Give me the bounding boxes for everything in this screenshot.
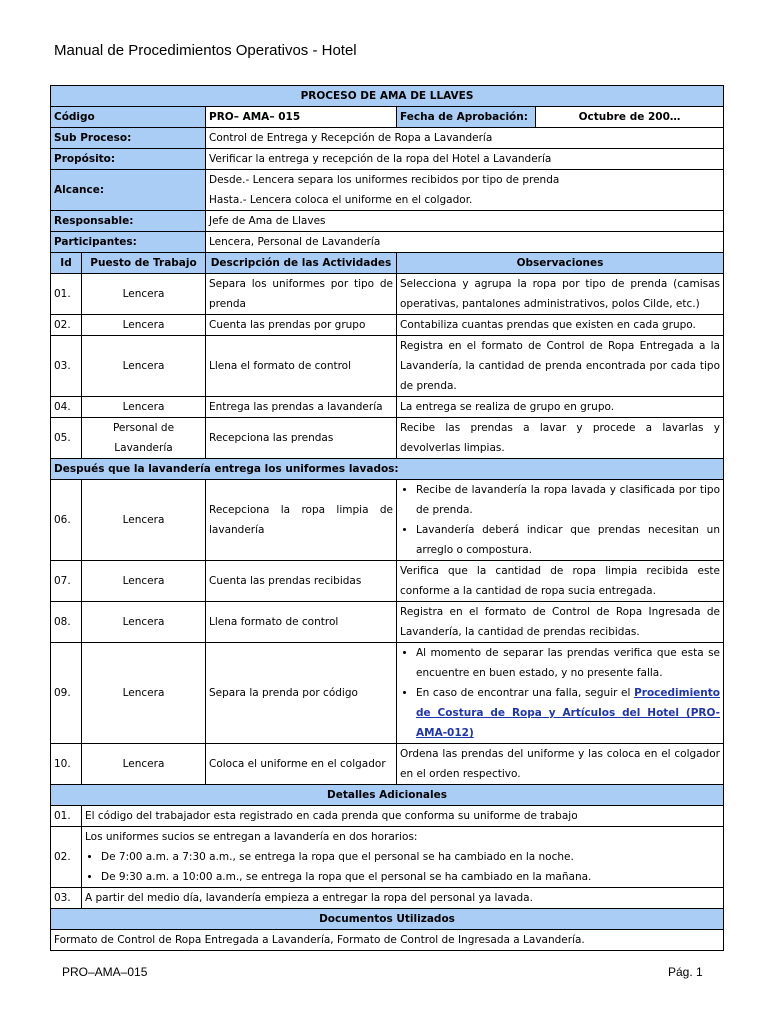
footer-code: PRO–AMA–015	[62, 965, 148, 979]
observation-bullet: • Recibe de lavandería la ropa lavada y clasificada por tipo de prenda.	[416, 480, 720, 520]
alcance-value	[206, 170, 724, 211]
observation-bullets	[400, 480, 720, 560]
table-row	[51, 561, 724, 602]
documents-row	[51, 930, 724, 951]
detail-row	[51, 806, 724, 827]
detail-text: El código del trabajador esta registrado en cada prenda que conforma su uniforme de trabajo	[82, 806, 724, 827]
row-descripcion: Cuenta las prendas recibidas	[206, 561, 397, 602]
observation-text: En caso de encontrar una falla, seguir el	[416, 687, 635, 699]
row-observacion: Registra en el formato de Control de Ropa Entregada a la Lavandería, la cantidad de prenda encontrada por cada tipo de prenda.	[397, 336, 724, 397]
row-descripcion: Cuenta las prendas por grupo	[206, 315, 397, 336]
row-descripcion: Entrega las prendas a lavandería	[206, 397, 397, 418]
responsable-row	[51, 211, 724, 232]
row-puesto: Lencera	[82, 274, 206, 315]
row-observacion: Recibe las prendas a lavar y procede a lavarlas y devolverlas limpias.	[397, 418, 724, 459]
proposito-row	[51, 149, 724, 170]
row-observacion: Ordena las prendas del uniforme y las coloca en el colgador en el orden respectivo.	[397, 744, 724, 785]
row-descripcion: Coloca el uniforme en el colgador	[206, 744, 397, 785]
codigo-label: Código	[51, 107, 206, 128]
procedure-table	[50, 85, 724, 951]
responsable-value: Jefe de Ama de Llaves	[206, 211, 724, 232]
alcance-row	[51, 170, 724, 211]
row-observacion: Verifica que la cantidad de ropa limpia recibida este conforme a la cantidad de ropa sucia entregada.	[397, 561, 724, 602]
details-heading-row	[51, 785, 724, 806]
subproceso-row	[51, 128, 724, 149]
proposito-label: Propósito:	[51, 149, 206, 170]
row-descripcion: Recepciona las prendas	[206, 418, 397, 459]
procedure-link[interactable]: Procedimiento de Costura de Ropa y Artículos del Hotel (PRO-AMA-012)	[416, 687, 720, 739]
row-observacion: Selecciona y agrupa la ropa por tipo de prenda (camisas operativas, pantalones administrativos, polos Cilde, etc.)	[397, 274, 724, 315]
participantes-label: Participantes:	[51, 232, 206, 253]
codigo-row	[51, 107, 724, 128]
row-observacion	[397, 480, 724, 561]
table-row	[51, 643, 724, 744]
col-descripcion: Descripción de las Actividades	[206, 253, 397, 274]
section-title-row	[51, 86, 724, 107]
detail-text: A partir del medio día, lavandería empieza a entregar la ropa del personal ya lavada.	[82, 888, 724, 909]
column-header-row	[51, 253, 724, 274]
codigo-value: PRO– AMA– 015	[206, 107, 397, 128]
detail-id: 03.	[51, 888, 82, 909]
table-row	[51, 480, 724, 561]
row-descripcion: Recepciona la ropa limpia de lavandería	[206, 480, 397, 561]
footer-page: Pág. 1	[668, 965, 703, 979]
row-puesto: Lencera	[82, 744, 206, 785]
detail-id: 01.	[51, 806, 82, 827]
row-id: 03.	[51, 336, 82, 397]
detail-intro: Los uniformes sucios se entregan a lavandería en dos horarios:	[85, 831, 418, 843]
section-title: PROCESO DE AMA DE LLAVES	[51, 86, 724, 107]
row-id: 04.	[51, 397, 82, 418]
detail-row	[51, 888, 724, 909]
row-puesto: Lencera	[82, 602, 206, 643]
subproceso-label: Sub Proceso:	[51, 128, 206, 149]
row-id: 06.	[51, 480, 82, 561]
documents-heading-row	[51, 909, 724, 930]
row-observacion	[397, 643, 724, 744]
row-descripcion: Separa la prenda por código	[206, 643, 397, 744]
row-puesto: Lencera	[82, 561, 206, 602]
detail-bullet: • De 7:00 a.m. a 7:30 a.m., se entrega la ropa que el personal se ha cambiado en la noche.	[101, 847, 720, 867]
table-row	[51, 315, 724, 336]
row-descripcion: Llena el formato de control	[206, 336, 397, 397]
row-descripcion: Separa los uniformes por tipo de prenda	[206, 274, 397, 315]
detail-bullets	[85, 847, 720, 887]
col-id: Id	[51, 253, 82, 274]
details-heading: Detalles Adicionales	[51, 785, 724, 806]
detail-bullet: • De 9:30 a.m. a 10:00 a.m., se entrega la ropa que el personal se ha cambiado en la mañana.	[101, 867, 720, 887]
detail-row	[51, 827, 724, 888]
responsable-label: Responsable:	[51, 211, 206, 232]
row-id: 09.	[51, 643, 82, 744]
observation-bullet: • Lavandería deberá indicar que prendas necesitan un arreglo o compostura.	[416, 520, 720, 560]
after-laundry-heading: Después que la lavandería entrega los uniformes lavados:	[51, 459, 724, 480]
row-descripcion: Llena formato de control	[206, 602, 397, 643]
proposito-value: Verificar la entrega y recepción de la ropa del Hotel a Lavandería	[206, 149, 724, 170]
alcance-hasta: Hasta.- Lencera coloca el uniforme en el colgador.	[209, 194, 473, 206]
col-puesto: Puesto de Trabajo	[82, 253, 206, 274]
detail-text	[82, 827, 724, 888]
observation-bullet: • Al momento de separar las prendas verifica que esta se encuentre en buen estado, y no presente falla.	[416, 643, 720, 683]
participantes-row	[51, 232, 724, 253]
row-puesto: Lencera	[82, 315, 206, 336]
alcance-desde: Desde.- Lencera separa los uniformes recibidos por tipo de prenda	[209, 174, 560, 186]
observation-bullets	[400, 643, 720, 743]
row-observacion: La entrega se realiza de grupo en grupo.	[397, 397, 724, 418]
row-observacion: Contabiliza cuantas prendas que existen en cada grupo.	[397, 315, 724, 336]
row-id: 10.	[51, 744, 82, 785]
after-laundry-heading-row	[51, 459, 724, 480]
row-puesto: Lencera	[82, 336, 206, 397]
row-id: 07.	[51, 561, 82, 602]
documents-heading: Documentos Utilizados	[51, 909, 724, 930]
row-puesto: Lencera	[82, 397, 206, 418]
detail-id: 02.	[51, 827, 82, 888]
participantes-value: Lencera, Personal de Lavandería	[206, 232, 724, 253]
observation-bullet	[416, 683, 720, 743]
table-row	[51, 274, 724, 315]
table-row	[51, 602, 724, 643]
row-observacion: Registra en el formato de Control de Ropa Ingresada de Lavandería, la cantidad de prendas recibidas.	[397, 602, 724, 643]
col-observaciones: Observaciones	[397, 253, 724, 274]
table-row	[51, 418, 724, 459]
row-id: 02.	[51, 315, 82, 336]
row-puesto: Lencera	[82, 643, 206, 744]
table-row	[51, 336, 724, 397]
row-id: 05.	[51, 418, 82, 459]
alcance-label: Alcance:	[51, 170, 206, 211]
table-row	[51, 744, 724, 785]
row-puesto: Lencera	[82, 480, 206, 561]
documents-text: Formato de Control de Ropa Entregada a Lavandería, Formato de Control de Ingresada a Lavandería.	[51, 930, 724, 951]
fecha-label: Fecha de Aprobación:	[397, 107, 536, 128]
subproceso-value: Control de Entrega y Recepción de Ropa a Lavandería	[206, 128, 724, 149]
table-row	[51, 397, 724, 418]
row-id: 01.	[51, 274, 82, 315]
fecha-value: Octubre de 200…	[536, 107, 724, 128]
document-title: Manual de Procedimientos Operativos - Hotel	[54, 42, 357, 59]
row-puesto: Personal de Lavandería	[82, 418, 206, 459]
row-id: 08.	[51, 602, 82, 643]
